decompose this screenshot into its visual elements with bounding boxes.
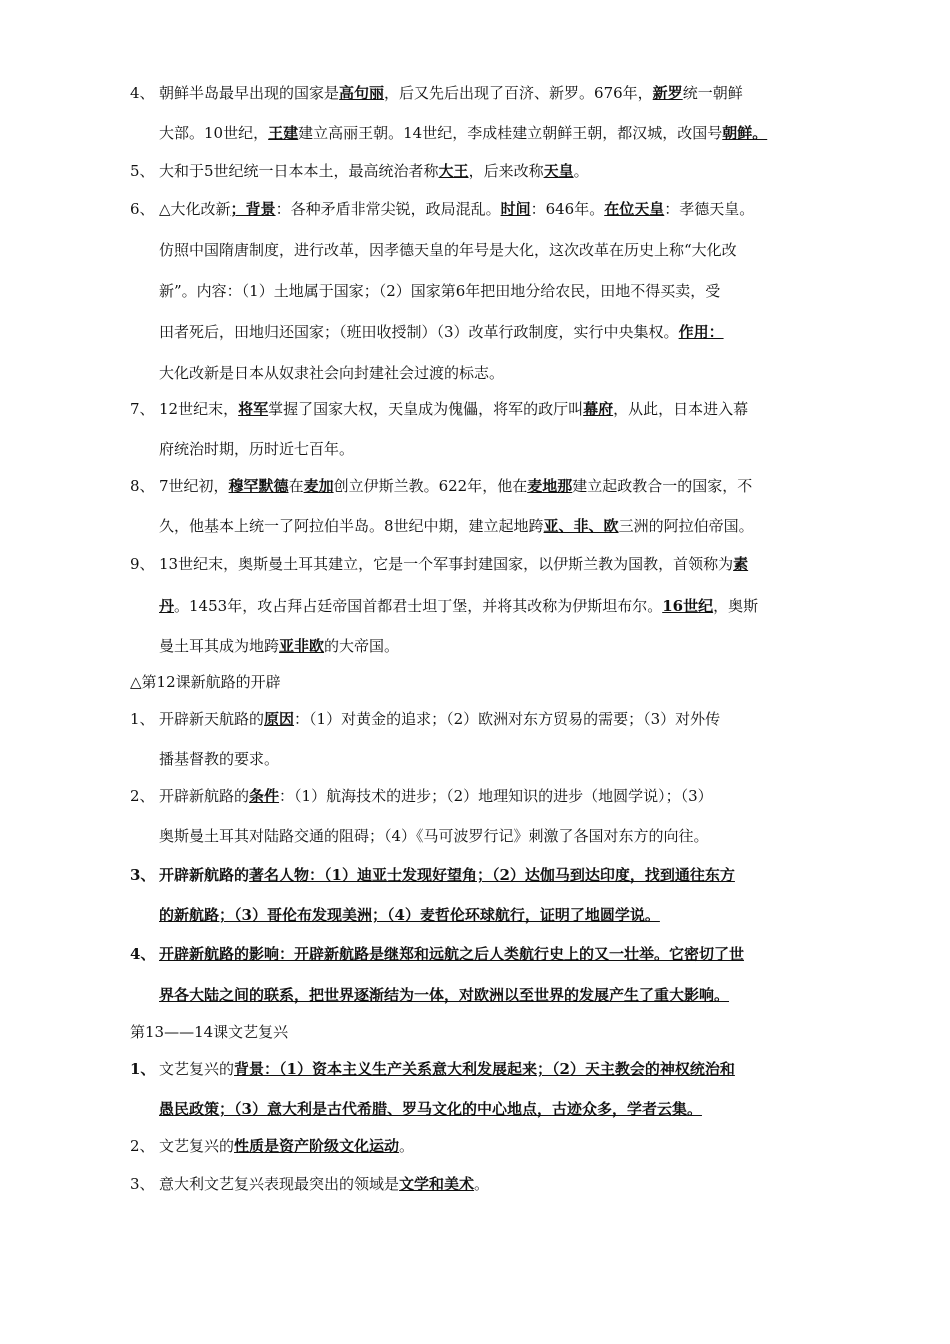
paragraph-text	[159, 749, 279, 769]
text-run: 朝鲜半岛最早出现的国家是	[159, 84, 340, 102]
text-run: 田者死后，田地归还国家；（班田收授制）（3）改革行政制度，实行中央集权。	[159, 323, 679, 341]
text-run: 麦加	[303, 477, 334, 495]
paragraph-text	[159, 985, 729, 1005]
text-run: 统一朝鲜	[682, 84, 743, 102]
text-run: 在位天皇	[604, 200, 665, 218]
text-run: 播基督教的要求。	[159, 750, 280, 768]
text-run: ，后来改称	[468, 162, 544, 180]
text-run: 12世纪末，	[159, 400, 239, 418]
paragraph-text	[159, 1136, 414, 1156]
text-run: 著名人物：（1）迪亚士发现好望角；（2）达伽马到达印度，找到通往东方	[249, 866, 735, 884]
text-run: 亚非欧	[279, 637, 325, 655]
text-run: 大王	[438, 162, 469, 180]
text-run: 三洲的阿拉伯帝国。	[618, 517, 754, 535]
text-run: 界各大陆之间的联系，把世界逐渐结为一体，对欧洲以至世界的发展产生了重大影响。	[159, 986, 730, 1004]
text-run: 意大利文艺复兴表现最突出的领域是	[159, 1175, 400, 1193]
text-run: 背景：（1）资本主义生产关系意大利发展起来；（2）天主教会的神权统治和	[234, 1060, 735, 1078]
list-number: 7、	[130, 400, 155, 418]
text-run: 丹	[159, 597, 175, 615]
text-run: 久，他基本上统一了阿拉伯半岛。8世纪中期，建立起地跨	[159, 517, 544, 535]
text-run: 。	[573, 162, 589, 180]
list-number: 3、	[130, 866, 156, 884]
text-run: ，奥斯	[713, 597, 759, 615]
text-run: 王建	[268, 124, 299, 142]
text-run: 开辟新航路的	[159, 866, 250, 884]
paragraph-text	[159, 322, 724, 342]
paragraph-text	[159, 281, 720, 301]
list-number: 5、	[130, 162, 155, 180]
paragraph-text	[159, 786, 713, 806]
text-run: ：孝德天皇。	[664, 200, 755, 218]
text-run: 的新航路；（3）哥伦布发现美洲；（4）麦哲伦环球航行，证明了地圆学说。	[159, 906, 660, 924]
text-run: ，从此，日本进入幕	[613, 400, 749, 418]
text-run: 大和于5世纪统一日本本土，最高统治者称	[159, 162, 439, 180]
list-number: 1、	[130, 1060, 156, 1078]
paragraph-text	[159, 161, 589, 181]
paragraph-text	[159, 516, 754, 536]
text-run: 将军	[238, 400, 269, 418]
text-run: 。	[474, 1175, 490, 1193]
text-run: ：646年。	[530, 200, 605, 218]
list-number: 8、	[130, 477, 155, 495]
text-run: 7世纪初，	[159, 477, 229, 495]
text-run: 仿照中国隋唐制度，进行改革，因孝德天皇的年号是大化，这次改革在历史上称“大化改	[159, 241, 737, 259]
text-run: 大化改新是日本从奴隶社会向封建社会过渡的标志。	[159, 364, 505, 382]
text-run: 朝鲜。	[722, 124, 768, 142]
text-run: 原因	[264, 710, 295, 728]
list-number: 9、	[130, 555, 155, 573]
text-run: 开辟新天航路的	[159, 710, 265, 728]
text-run: 在	[288, 477, 304, 495]
paragraph-text	[159, 199, 754, 219]
text-run: 奥斯曼土耳其对陆路交通的阻碍；（4）《马可波罗行记》刺激了各国对东方的向往。	[159, 827, 709, 845]
text-run: 麦地那	[527, 477, 573, 495]
text-run: 。1453年，攻占拜占廷帝国首都君士坦丁堡，并将其改称为伊斯坦布尔。	[174, 597, 663, 615]
text-run: 高句丽	[339, 84, 385, 102]
paragraph-text	[159, 476, 752, 496]
text-run: 。	[399, 1137, 415, 1155]
text-run: ：各种矛盾非常尖锐，政局混乱。	[275, 200, 501, 218]
text-run: △大化改新	[159, 200, 231, 218]
paragraph-text	[159, 554, 748, 574]
text-run: ：（1）航海技术的进步；（2）地理知识的进步（地圆学说）；（3）	[279, 787, 713, 805]
list-number: 1、	[130, 710, 155, 728]
text-run: 建立起政教合一的国家，不	[572, 477, 753, 495]
paragraph-text	[159, 439, 354, 459]
paragraph-text	[159, 944, 744, 964]
text-run: 文学和美术	[399, 1175, 475, 1193]
text-run: 穆罕默德	[228, 477, 289, 495]
list-number: 6、	[130, 200, 155, 218]
text-run: ；背景	[230, 200, 276, 218]
paragraph-text	[159, 240, 737, 260]
paragraph-text	[159, 596, 758, 616]
paragraph-text	[159, 123, 767, 143]
text-run: 新”。内容：（1）土地属于国家；（2）国家第6年把田地分给农民，田地不得买卖，受	[159, 282, 721, 300]
text-run: 素	[733, 555, 749, 573]
text-run: 掌握了国家大权，天皇成为傀儡，将军的政厅叫	[268, 400, 584, 418]
text-run: 天皇	[543, 162, 574, 180]
paragraph-text	[159, 1174, 489, 1194]
text-run: 作用：	[678, 323, 724, 341]
paragraph-text	[159, 865, 735, 885]
list-number: 4、	[130, 945, 156, 963]
list-number: 2、	[130, 1137, 155, 1155]
paragraph-text	[159, 363, 504, 383]
text-run: ，后又先后出现了百济、新罗。676年，	[384, 84, 653, 102]
text-run: 文艺复兴的	[159, 1060, 235, 1078]
list-number: 3、	[130, 1175, 155, 1193]
text-run: 曼土耳其成为地跨	[159, 637, 280, 655]
paragraph-text	[159, 709, 720, 729]
text-run: 幕府	[583, 400, 614, 418]
text-run: 的大帝国。	[324, 637, 400, 655]
paragraph-text	[159, 905, 660, 925]
text-run: 新罗	[652, 84, 683, 102]
text-run: 时间	[500, 200, 531, 218]
text-run: 愚民政策；（3）意大利是古代希腊、罗马文化的中心地点，古迹众多，学者云集。	[159, 1100, 702, 1118]
text-run: 亚、非、欧	[543, 517, 619, 535]
text-run: 建立高丽王朝。14世纪，李成桂建立朝鲜王朝，都汉城，改国号	[298, 124, 723, 142]
text-run: 13世纪末，奥斯曼土耳其建立，它是一个军事封建国家，以伊斯兰教为国教，首领称为	[159, 555, 734, 573]
text-run: 文艺复兴的	[159, 1137, 235, 1155]
paragraph-text	[159, 399, 748, 419]
paragraph-text	[159, 1059, 735, 1079]
paragraph-text	[159, 636, 399, 656]
section-heading: △第12课新航路的开辟	[130, 673, 281, 691]
paragraph-text	[159, 1099, 702, 1119]
text-run: 16世纪	[662, 597, 714, 615]
text-run: 条件	[249, 787, 280, 805]
text-run: 府统治时期，历时近七百年。	[159, 440, 355, 458]
paragraph-text	[159, 83, 743, 103]
text-run: ：（1）对黄金的追求；（2）欧洲对东方贸易的需要；（3）对外传	[294, 710, 721, 728]
text-run: 创立伊斯兰教。622年，他在	[333, 477, 528, 495]
paragraph-text	[159, 826, 709, 846]
text-run: 性质是资产阶级文化运动	[234, 1137, 400, 1155]
text-run: 大部。10世纪，	[159, 124, 269, 142]
text-run: 开辟新航路的	[159, 787, 250, 805]
list-number: 4、	[130, 84, 155, 102]
list-number: 2、	[130, 787, 155, 805]
text-run: 开辟新航路的影响：开辟新航路是继郑和远航之后人类航行史上的又一壮举。它密切了世	[159, 945, 745, 963]
section-heading: 第13——14课文艺复兴	[130, 1023, 289, 1041]
